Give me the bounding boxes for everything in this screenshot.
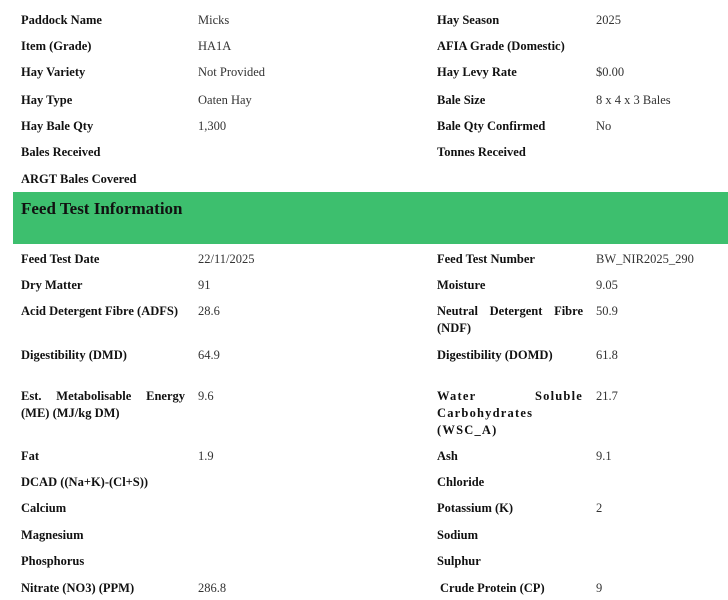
label-moisture: Moisture <box>437 278 486 292</box>
label-digestibility-domd: Digestibility (DOMD) <box>437 348 553 362</box>
value-feed-test-date: 22/11/2025 <box>198 252 255 266</box>
label-bale-size: Bale Size <box>437 93 486 107</box>
value-hay-season: 2025 <box>596 13 621 27</box>
label-digestibility-dmd: Digestibility (DMD) <box>21 348 127 362</box>
label-feed-test-date: Feed Test Date <box>21 252 100 266</box>
label-potassium: Potassium (K) <box>437 501 514 515</box>
label-hay-levy-rate: Hay Levy Rate <box>437 65 517 79</box>
label-hay-variety: Hay Variety <box>21 65 86 79</box>
value-metabolisable-energy: 9.6 <box>198 389 214 403</box>
value-fat: 1.9 <box>198 449 214 463</box>
value-bale-qty-confirmed: No <box>596 119 612 133</box>
value-hay-levy-rate: $0.00 <box>596 65 625 79</box>
value-nitrate: 286.8 <box>198 581 227 595</box>
label-feed-test-number: Feed Test Number <box>437 252 535 266</box>
label-dry-matter: Dry Matter <box>21 278 83 292</box>
value-digestibility-domd: 61.8 <box>596 348 618 362</box>
value-potassium: 2 <box>596 501 603 515</box>
label-hay-type: Hay Type <box>21 93 73 107</box>
label-acid-detergent-fibre: Acid Detergent Fibre (ADFS) <box>21 304 179 318</box>
value-ash: 9.1 <box>596 449 612 463</box>
label-afia-grade: AFIA Grade (Domestic) <box>437 39 565 53</box>
value-paddock-name: Micks <box>198 13 230 27</box>
label-hay-bale-qty: Hay Bale Qty <box>21 119 94 133</box>
value-moisture: 9.05 <box>596 278 618 292</box>
label-metabolisable-energy: Est. Metabolisable Energy (ME) (MJ/kg DM) <box>21 389 185 420</box>
label-nitrate: Nitrate (NO3) (PPM) <box>21 581 135 595</box>
label-fat: Fat <box>21 449 40 463</box>
value-item-grade: HA1A <box>198 39 232 53</box>
label-water-soluble-carbohydrates: Water Soluble Carbohydrates (WSC_A) <box>437 389 583 437</box>
value-digestibility-dmd: 64.9 <box>198 348 220 362</box>
label-crude-protein: Crude Protein (CP) <box>440 581 545 595</box>
label-tonnes-received: Tonnes Received <box>437 145 526 159</box>
value-feed-test-number: BW_NIR2025_290 <box>596 252 694 266</box>
label-item-grade: Item (Grade) <box>21 39 92 53</box>
label-paddock-name: Paddock Name <box>21 13 102 27</box>
label-ash: Ash <box>437 449 458 463</box>
value-hay-bale-qty: 1,300 <box>198 119 227 133</box>
value-dry-matter: 91 <box>198 278 211 292</box>
label-argt-bales-covered: ARGT Bales Covered <box>21 172 137 186</box>
label-bale-qty-confirmed: Bale Qty Confirmed <box>437 119 546 133</box>
label-phosphorus: Phosphorus <box>21 554 85 568</box>
feed-test-section-banner <box>13 192 728 244</box>
label-chloride: Chloride <box>437 475 485 489</box>
label-magnesium: Magnesium <box>21 528 84 542</box>
label-sulphur: Sulphur <box>437 554 481 568</box>
value-hay-variety: Not Provided <box>198 65 266 79</box>
section-title: Feed Test Information <box>21 199 183 218</box>
value-acid-detergent-fibre: 28.6 <box>198 304 220 318</box>
label-bales-received: Bales Received <box>21 145 101 159</box>
label-neutral-detergent-fibre: Neutral Detergent Fibre (NDF) <box>437 304 583 335</box>
label-calcium: Calcium <box>21 501 67 515</box>
value-bale-size: 8 x 4 x 3 Bales <box>596 93 671 107</box>
value-hay-type: Oaten Hay <box>198 93 252 107</box>
value-neutral-detergent-fibre: 50.9 <box>596 304 618 318</box>
label-sodium: Sodium <box>437 528 478 542</box>
value-water-soluble-carbohydrates: 21.7 <box>596 389 618 403</box>
label-dcad: DCAD ((Na+K)-(Cl+S)) <box>21 475 149 489</box>
label-hay-season: Hay Season <box>437 13 500 27</box>
value-crude-protein: 9 <box>596 581 603 595</box>
